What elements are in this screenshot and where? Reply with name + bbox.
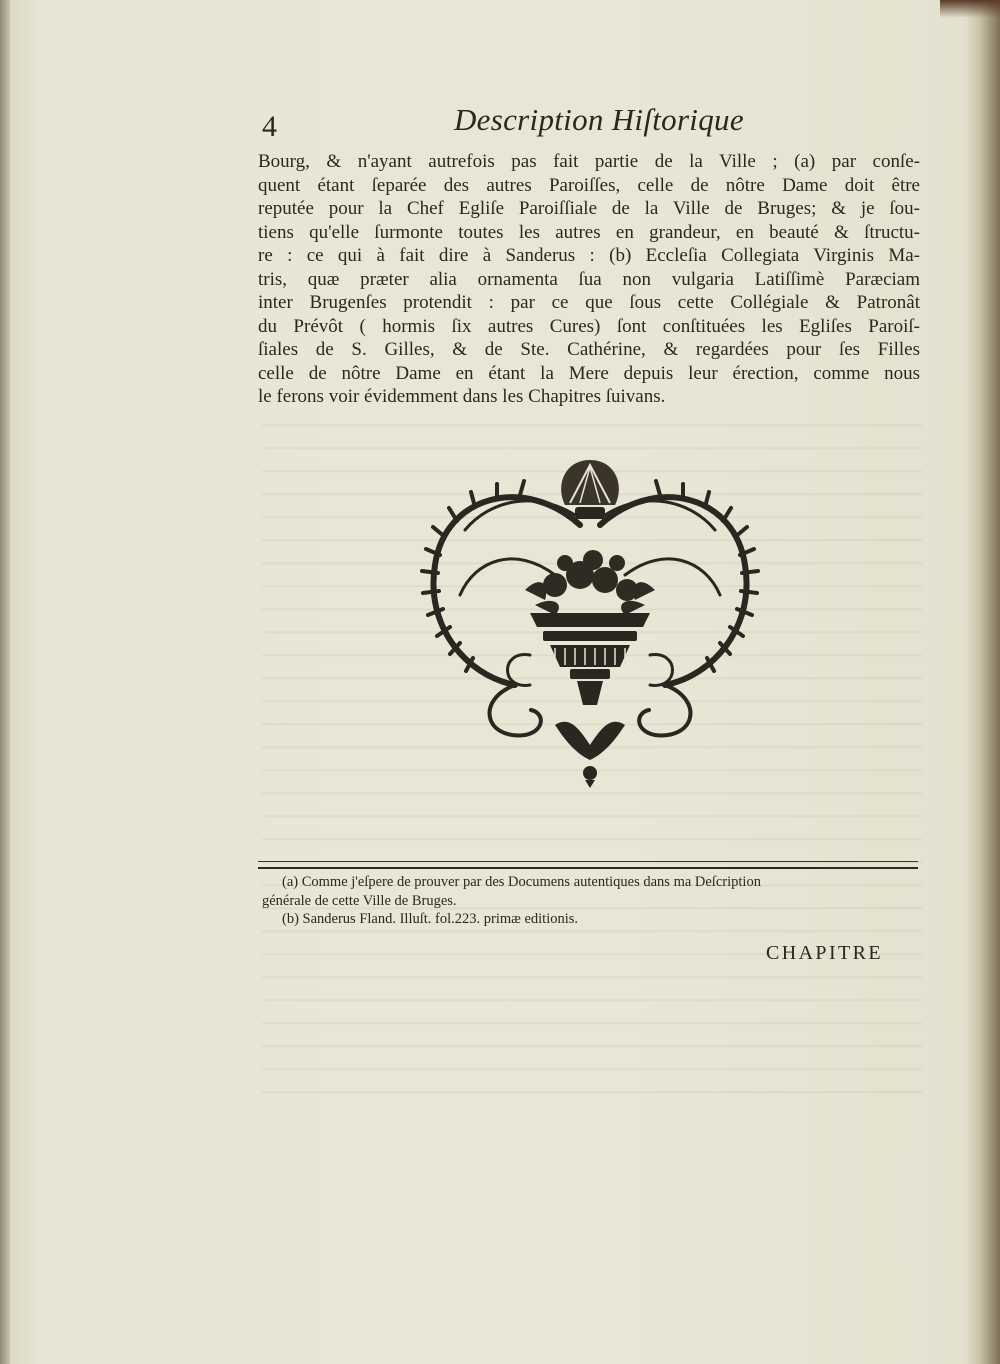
body-line: tris, quæ præter alia ornamenta ſua non vulgaria Latiſſimè Paræciam: [258, 268, 920, 290]
body-line: reputée pour la Chef Egliſe Paroiſſiale de la Ville de Bruges; & je ſou-: [258, 198, 920, 219]
vase-with-flowers-acanthus-scroll-icon: [405, 455, 775, 790]
body-line: Bourg, & n'ayant autrefois pas fait partie de la Ville ; (a) par conſe-: [258, 151, 920, 172]
catchword: CHAPITRE: [766, 942, 883, 964]
page-fore-edge: [966, 0, 1000, 1364]
body-paragraph: [258, 150, 920, 409]
running-title: Description Hiſtorique: [454, 102, 744, 137]
body-line: ſiales de S. Gilles, & de Ste. Cathérine, & regardées pour ſes Filles: [258, 339, 920, 360]
footnote-a: (a) Comme j'eſpere de prouver par des Documens autentiques dans ma Deſcription: [282, 874, 761, 890]
footnote-b: (b) Sanderus Fland. Illuſt. fol.223. primæ editionis.: [282, 911, 579, 927]
body-line: tiens qu'elle ſurmonte toutes les autres en grandeur, en beauté & ſtructu-: [258, 221, 920, 243]
page-header: [0, 0, 1000, 150]
footnote-a-continuation: générale de cette Ville de Bruges.: [262, 892, 457, 909]
footnotes: [262, 873, 922, 929]
body-line: inter Brugenſes protendit : par ce que ſous cette Collégiale & Patronât: [258, 292, 920, 313]
page-number: 4: [262, 110, 277, 143]
binding-edge: [0, 0, 10, 1364]
footnote-rule: [258, 861, 918, 869]
body-line: re : ce qui à fait dire à Sanderus : (b) Eccleſia Collegiata Virginis Ma-: [258, 245, 920, 266]
body-line: quent étant ſeparée des autres Paroiſſes, celle de nôtre Dame doit être: [258, 174, 920, 196]
body-line: du Prévôt ( hormis ſix autres Cures) ſont conſtituées les Egliſes Paroiſ-: [258, 315, 920, 337]
body-line: le ferons voir évidemment dans les Chapitres ſuivans.: [258, 386, 666, 407]
body-line: celle de nôtre Dame en étant la Mere depuis leur érection, comme nous: [258, 362, 920, 384]
